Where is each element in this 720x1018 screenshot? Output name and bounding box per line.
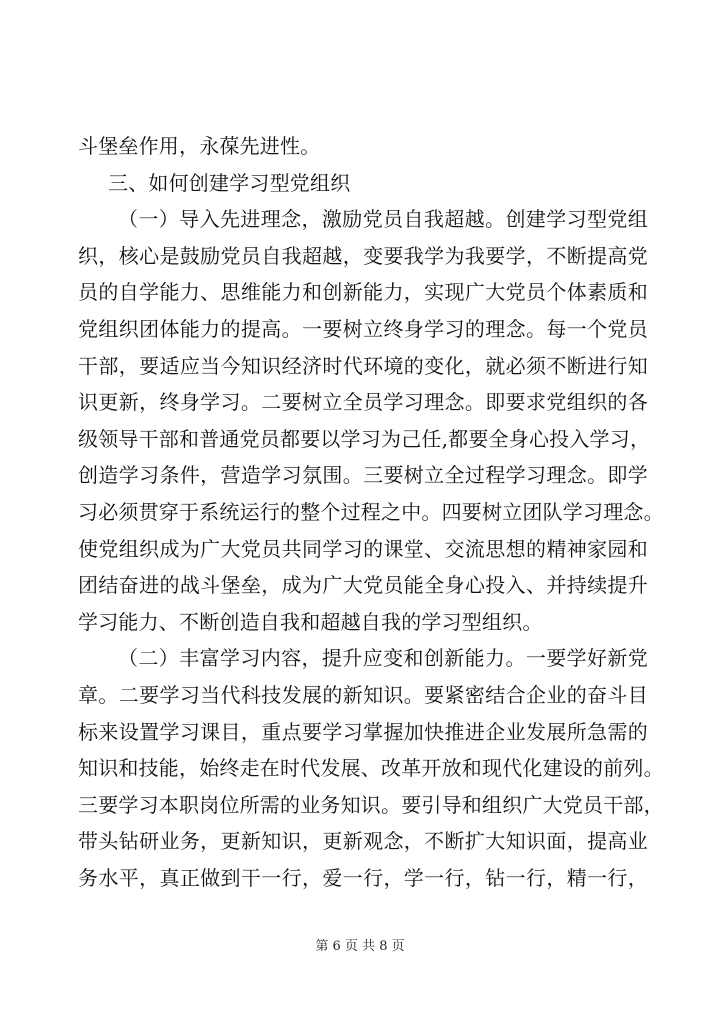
text-line: 党组织团体能力的提高。一要树立终身学习的理念。每一个党员: [78, 316, 648, 341]
paragraph-start: （二）丰富学习内容，提升应变和创新能力。一要学好新党: [118, 646, 648, 671]
text-line: 创造学习条件，营造学习氛围。三要树立全过程学习理念。即学: [78, 463, 648, 488]
text-line: 务水平，真正做到干一行，爱一行，学一行，钻一行，精一行，: [78, 865, 648, 890]
page-footer: [0, 935, 720, 954]
page-number-label: 第 6 页 共 8 页: [315, 939, 405, 954]
text-line: 员的自学能力、思维能力和创新能力，实现广大党员个体素质和: [78, 280, 648, 305]
text-line: 级领导干部和普通党员都要以学习为己任,都要全身心投入学习，: [78, 426, 651, 451]
text-line: 章。二要学习当代科技发展的新知识。要紧密结合企业的奋斗目: [78, 682, 648, 707]
text-line: 干部，要适应当今知识经济时代环境的变化，就必须不断进行知: [78, 353, 648, 378]
text-line: 团结奋进的战斗堡垒，成为广大党员能全身心投入、并持续提升: [78, 573, 648, 598]
text-line: 斗堡垒作用，永葆先进性。: [78, 134, 321, 158]
section-heading: 三、如何创建学习型党组织: [108, 170, 351, 195]
text-line: 使党组织成为广大党员共同学习的课堂、交流思想的精神家园和: [78, 536, 648, 561]
text-line: 学习能力、不断创造自我和超越自我的学习型组织。: [78, 609, 543, 634]
text-line: 识更新，终身学习。二要树立全员学习理念。即要求党组织的各: [78, 390, 648, 415]
text-line: 习必须贯穿于系统运行的整个过程之中。四要树立团队学习理念。: [78, 499, 664, 524]
document-body: [78, 128, 664, 896]
text-line: 织，核心是鼓励党员自我超越，变要我学为我要学，不断提高党: [78, 243, 648, 268]
text-line: 标来设置学习课目，重点要学习掌握加快推进企业发展所急需的: [78, 719, 648, 744]
text-line: 知识和技能，始终走在时代发展、改革开放和现代化建设的前列。: [78, 756, 664, 781]
text-line: 带头钻研业务，更新知识，更新观念，不断扩大知识面，提高业: [78, 829, 648, 854]
paragraph-start: （一）导入先进理念，激励党员自我超越。创建学习型党组: [118, 207, 648, 232]
text-line: 三要学习本职岗位所需的业务知识。要引导和组织广大党员干部，: [78, 792, 664, 817]
